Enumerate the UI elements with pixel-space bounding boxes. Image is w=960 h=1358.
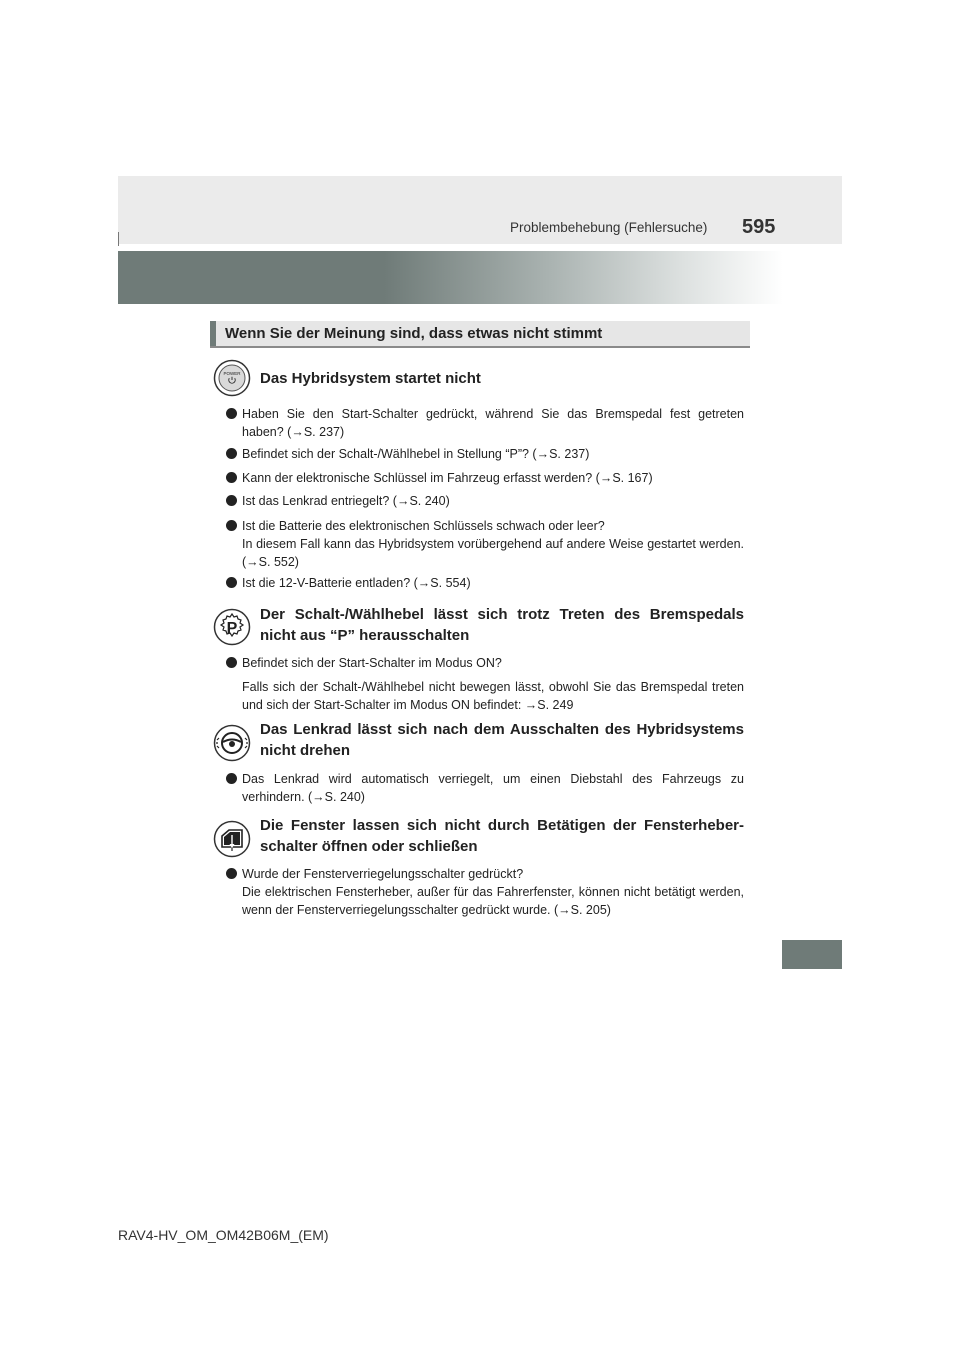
power-window-icon — [213, 820, 251, 858]
bullet-icon — [226, 472, 237, 483]
list-item — [226, 865, 744, 925]
header-divider — [118, 232, 119, 246]
topic-heading-hybrid-start: Das Hybridsystem startet nicht — [260, 370, 481, 387]
heading-accent-bar — [210, 321, 216, 346]
bullet-icon — [226, 448, 237, 459]
bullet-icon — [226, 868, 237, 879]
subsection-heading-text: Wenn Sie der Meinung sind, dass etwas nicht stimmt — [225, 325, 603, 342]
item-text: Wurde der Fensterverriegelungsschalter gedrückt? — [242, 867, 524, 881]
section-banner — [118, 251, 783, 304]
topic-heading-windows: Die Fenster lassen sich nicht durch Betätigen der Fensterheber-schalter öffnen oder schließen — [260, 817, 744, 855]
list-item — [226, 517, 744, 577]
bullet-icon — [226, 520, 237, 531]
item-text: In diesem Fall kann das Hybridsystem vorübergehend auf andere Weise gestartet werden. (→S. 552) — [242, 537, 744, 569]
power-label: POWER — [223, 371, 241, 376]
bullet-icon — [226, 657, 237, 668]
list-item — [226, 770, 744, 812]
subsection-heading — [210, 321, 750, 348]
chapter-title: Problembehebung (Fehlersuche) — [510, 220, 708, 235]
page-number: 595 — [742, 216, 776, 238]
item-text: Das Lenkrad wird automatisch verriegelt, um einen Diebstahl des Fahrzeugs zu verhindern. (→S. 240) — [242, 772, 744, 804]
item-text: Befindet sich der Start-Schalter im Modus ON? — [242, 656, 502, 670]
bullet-icon — [226, 408, 237, 419]
item-text: Ist die 12-V-Batterie entladen? (→S. 554) — [242, 576, 471, 590]
item-text: Die elektrischen Fensterheber, außer für das Fahrerfenster, können nicht betätigt werden, wenn der Fensterverriegelungsschalter gedrückt wurde. (→S. 205) — [242, 885, 744, 917]
park-label: P — [226, 620, 238, 637]
item-text: Ist das Lenkrad entriegelt? (→S. 240) — [242, 494, 450, 508]
item-text: Haben Sie den Start-Schalter gedrückt, während Sie das Bremspedal fest getreten haben? (→S. 237) — [242, 407, 744, 439]
item-text: Kann der elektronische Schlüssel im Fahrzeug erfasst werden? (→S. 167) — [242, 471, 653, 485]
power-button-icon — [213, 359, 251, 397]
bullet-icon — [226, 495, 237, 506]
header-band — [118, 176, 842, 244]
list-item — [226, 492, 744, 516]
item-text: Falls sich der Schalt-/Wählhebel nicht bewegen lässt, obwohl Sie das Bremspedal treten und sich der Start-Schalter im Modus ON befindet: →S. 249 — [242, 680, 744, 712]
item-text: Befindet sich der Schalt-/Wählhebel in Stellung “P”? (→S. 237) — [242, 447, 590, 461]
list-item — [226, 654, 744, 720]
document-code: RAV4-HV_OM_OM42B06M_(EM) — [118, 1227, 329, 1243]
list-item — [226, 405, 744, 447]
bullet-icon — [226, 577, 237, 588]
topic-heading-steering: Das Lenkrad lässt sich nach dem Ausschalten des Hybridsystems nicht drehen — [260, 721, 744, 759]
list-item — [226, 445, 744, 469]
chapter-side-tab — [782, 940, 842, 969]
bullet-icon — [226, 773, 237, 784]
steering-lock-icon — [213, 724, 251, 762]
park-gear-icon — [213, 608, 251, 646]
list-item — [226, 469, 744, 493]
item-text: Ist die Batterie des elektronischen Schlüssels schwach oder leer? — [242, 519, 605, 533]
list-item — [226, 574, 744, 598]
topic-heading-shift-lever: Der Schalt-/Wählhebel lässt sich trotz Treten des Bremspedals nicht aus “P” herausschalten — [260, 606, 744, 644]
